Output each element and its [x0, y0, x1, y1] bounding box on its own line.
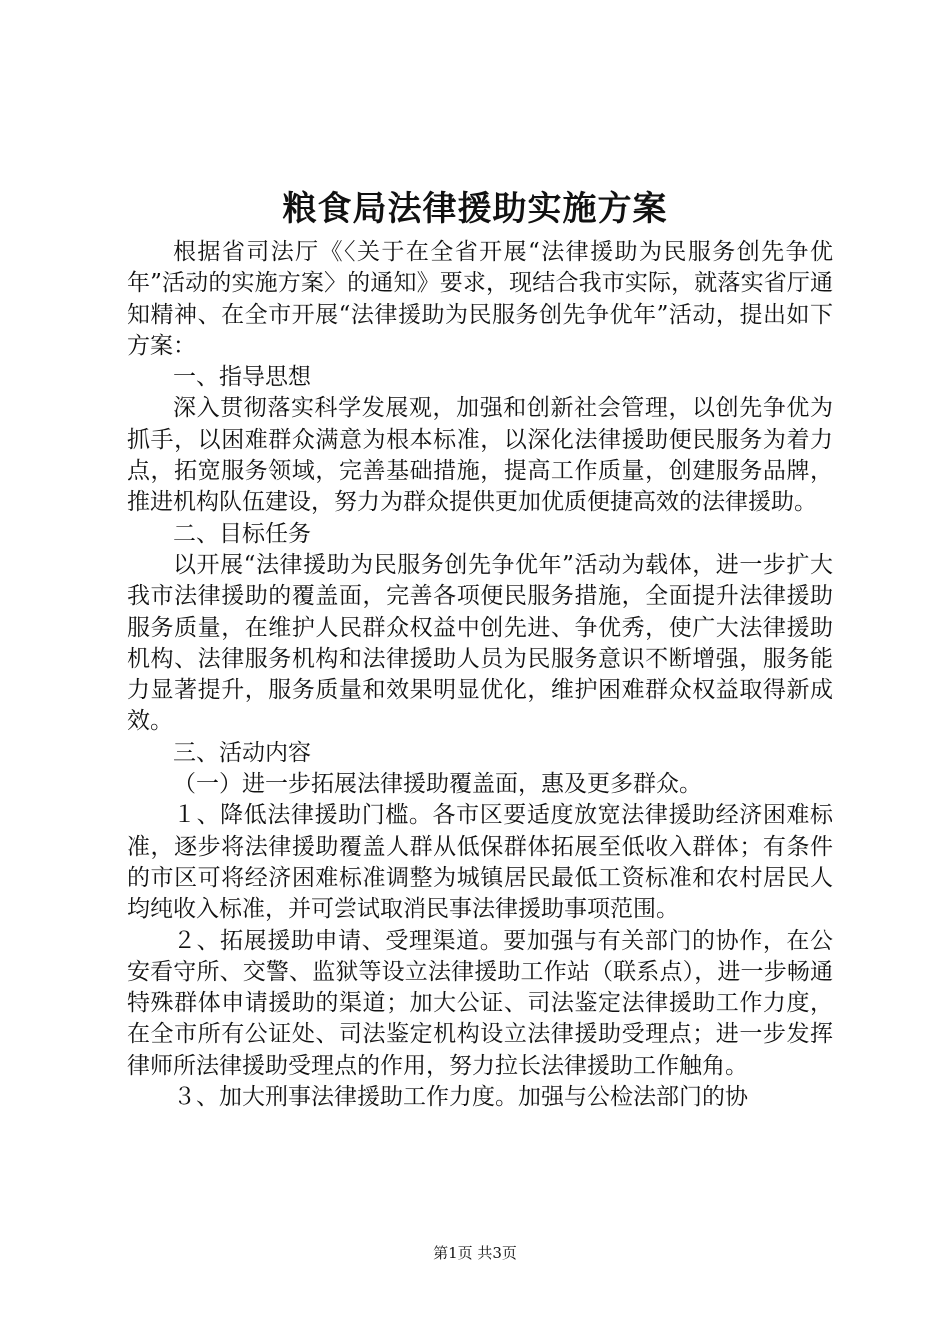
section-heading-goals: 二、目标任务: [173, 520, 311, 547]
section-heading-guiding-thought: 一、指导思想: [173, 364, 311, 391]
item-paragraph-1: １、降低法律援助门槛。各市区要适度放宽法律援助经济困难标准，逐步将法律援助覆盖人群从低保群体拓展至低收入群体；有条件的市区可将经济困难标准调整为城镇居民最低工资标准和农村居民人均纯收入标准，并可尝试取消民事法律援助事项范围。: [127, 802, 833, 923]
intro-paragraph: 根据省司法厅《〈关于在全省开展“法律援助为民服务创先争优年”活动的实施方案〉的通知》要求，现结合我市实际，就落实省厅通知精神、在全市开展“法律援助为民服务创先争优年”活动，提出如下方案：: [127, 239, 833, 359]
page-footer: 第1页 共3页: [433, 1244, 517, 1262]
goals-paragraph: 以开展“法律援助为民服务创先争优年”活动为载体，进一步扩大我市法律援助的覆盖面，完善各项便民服务措施，全面提升法律援助服务质量，在维护人民群众权益中创先进、争优秀，使广大法律援助机构、法律服务机构和法律援助人员为民服务意识不断增强，服务能力显著提升，服务质量和效果明显优化，维护困难群众权益取得新成效。: [127, 551, 833, 735]
item-paragraph-2: ２、拓展援助申请、受理渠道。要加强与有关部门的协作，在公安看守所、交警、监狱等设立法律援助工作站（联系点），进一步畅通特殊群体申请援助的渠道；加大公证、司法鉴定法律援助工作力度，在全市所有公证处、司法鉴定机构设立法律援助受理点；进一步发挥律师所法律援助受理点的作用，努力拉长法律援助工作触角。: [127, 927, 833, 1079]
item-paragraph-3: ３、加大刑事法律援助工作力度。加强与公检法部门的协: [173, 1084, 748, 1111]
subsection-heading-1: （一）进一步拓展法律援助覆盖面，惠及更多群众。: [173, 771, 702, 798]
section-heading-activities: 三、活动内容: [173, 739, 311, 766]
document-title: 粮食局法律援助实施方案: [282, 189, 668, 229]
guiding-thought-paragraph: 深入贯彻落实科学发展观，加强和创新社会管理，以创先争优为抓手，以困难群众满意为根本标准，以深化法律援助便民服务为着力点，拓宽服务领域，完善基础措施，提高工作质量，创建服务品牌，推进机构队伍建设，努力为群众提供更加优质便捷高效的法律援助。: [127, 395, 833, 516]
document-body: [127, 237, 833, 1113]
